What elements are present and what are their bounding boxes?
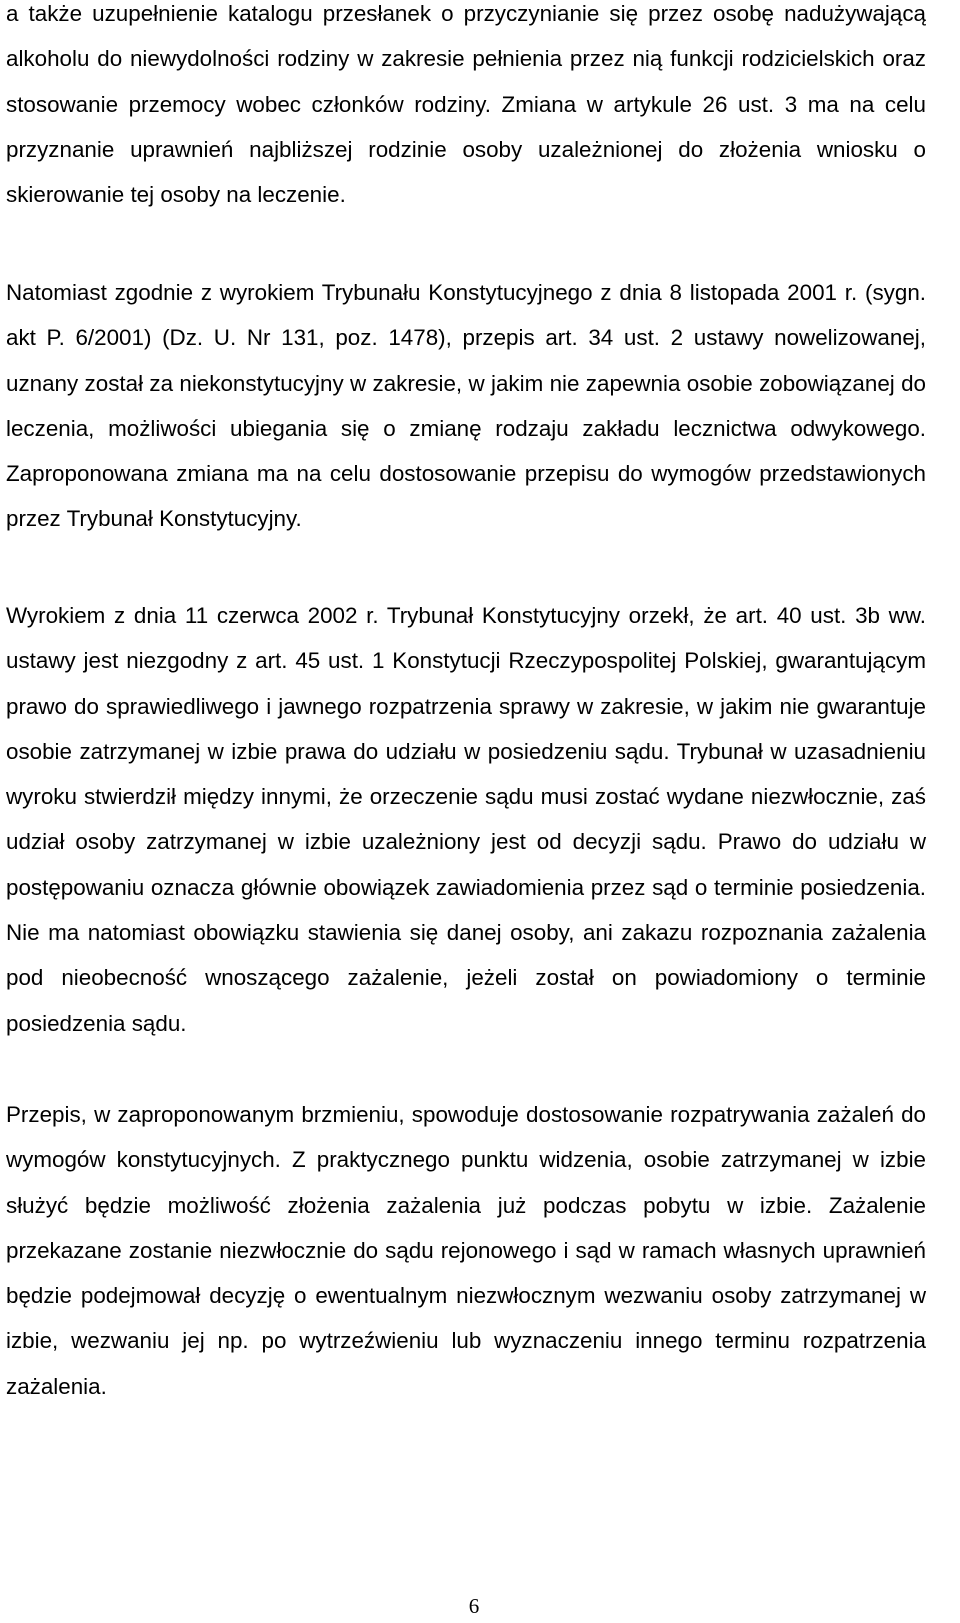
- page-number: 6: [468, 1594, 480, 1618]
- document-page: [6, 0, 926, 1623]
- paragraph-1: a także uzupełnienie katalogu przesłanek o przyczynianie się przez osobę nadużywającą alkoholu do niewydolności rodziny w zakresie pełnienia przez nią funkcji rodzicielskich oraz stosowanie przemocy wobec członków rodziny. Zmiana w artykule 26 ust. 3 ma na celu przyznanie uprawnień najbliższej rodzinie osoby uzależnionej do złożenia wniosku o skierowanie tej osoby na leczenie.: [6, 1, 926, 208]
- paragraph-4: Przepis, w zaproponowanym brzmieniu, spowoduje dostosowanie rozpatrywania zażaleń do wymogów konstytucyjnych. Z praktycznego punktu widzenia, osobie zatrzymanej w izbie służyć będzie możliwość złożenia zażalenia już podczas pobytu w izbie. Zażalenie przekazane zostanie niezwłocznie do sądu rejonowego i sąd w ramach własnych uprawnień będzie podejmował decyzję o ewentualnym niezwłocznym wezwaniu osoby zatrzymanej w izbie, wezwaniu jej np. po wytrzeźwieniu lub wyznaczeniu innego terminu rozpatrzenia zażalenia.: [6, 1102, 926, 1399]
- paragraph-3: Wyrokiem z dnia 11 czerwca 2002 r. Trybunał Konstytucyjny orzekł, że art. 40 ust. 3b ww. ustawy jest niezgodny z art. 45 ust. 1 Konstytucji Rzeczypospolitej Polskiej, gwarantującym prawo do sprawiedliwego i jawnego rozpatrzenia sprawy w zakresie, w jakim nie gwarantuje osobie zatrzymanej w izbie prawa do udziału w posiedzeniu sądu. Trybunał w uzasadnieniu wyroku stwierdził między innymi, że orzeczenie sądu musi zostać wydane niezwłocznie, zaś udział osoby zatrzymanej w izbie uzależniony jest od decyzji sądu. Prawo do udziału w postępowaniu oznacza głównie obowiązek zawiadomienia przez sąd o terminie posiedzenia. Nie ma natomiast obowiązku stawienia się danej osoby, ani zakazu rozpoznania zażalenia pod nieobecność wnoszącego zażalenie, jeżeli został on powiadomiony o terminie posiedzenia sądu.: [6, 603, 926, 1036]
- paragraph-2: Natomiast zgodnie z wyrokiem Trybunału Konstytucyjnego z dnia 8 listopada 2001 r. (sygn. akt P. 6/2001) (Dz. U. Nr 131, poz. 1478), przepis art. 34 ust. 2 ustawy nowelizowanej, uznany został za niekonstytucyjny w zakresie, w jakim nie zapewnia osobie zobowiązanej do leczenia, możliwości ubiegania się o zmianę rodzaju zakładu lecznictwa odwykowego. Zaproponowana zmiana ma na celu dostosowanie przepisu do wymogów przedstawionych przez Trybunał Konstytucyjny.: [6, 280, 926, 532]
